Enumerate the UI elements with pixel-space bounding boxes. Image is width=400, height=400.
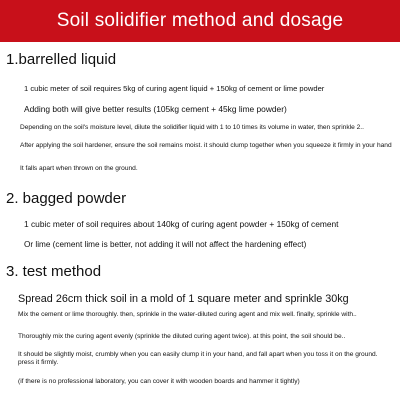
page-title: Soil solidifier method and dosage xyxy=(56,10,344,31)
section-2-line-1: 1 cubic meter of soil requires about 140kg of curing agent powder + 150kg of cement xyxy=(24,219,339,229)
section-3-line-1: Spread 26cm thick soil in a mold of 1 square meter and sprinkle 30kg xyxy=(18,293,349,305)
section-2-heading: 2. bagged powder xyxy=(6,190,127,207)
section-1-line-1: 1 cubic meter of soil requires 5kg of curing agent liquid + 150kg of cement or lime powder xyxy=(24,84,325,93)
section-3-heading: 3. test method xyxy=(6,263,102,280)
section-1-line-4: After applying the soil hardener, ensure the soil remains moist. it should clump together when you squeeze it firmly in your hand xyxy=(20,142,392,149)
section-3-line-5: (if there is no professional laboratory, you can cover it with wooden boards and hammer it tightly) xyxy=(18,378,300,385)
section-3-line-4: It should be slightly moist, crumbly when you can easily clump it in your hand, and fall apart when you toss it on the ground. press it firmly. xyxy=(18,351,378,367)
section-3-line-2: Mix the cement or lime thoroughly. then, sprinkle in the water-diluted curing agent and mix well. finally, sprinkle with.. xyxy=(18,311,357,318)
section-3-line-3: Thoroughly mix the curing agent evenly (sprinkle the diluted curing agent twice). at this point, the soil should be.. xyxy=(18,333,346,340)
section-2-line-2: Or lime (cement lime is better, not adding it will not affect the hardening effect) xyxy=(24,240,307,249)
section-1-line-2: Adding both will give better results (105kg cement + 45kg lime powder) xyxy=(24,104,287,114)
section-1-line-5: It falls apart when thrown on the ground. xyxy=(20,165,138,172)
section-1-line-3: Depending on the soil's moisture level, dilute the solidifier liquid with 1 to 10 times its volume in water, then sprinkle 2.. xyxy=(20,124,364,131)
section-1-heading: 1.barrelled liquid xyxy=(6,51,117,68)
title-banner xyxy=(0,0,400,42)
